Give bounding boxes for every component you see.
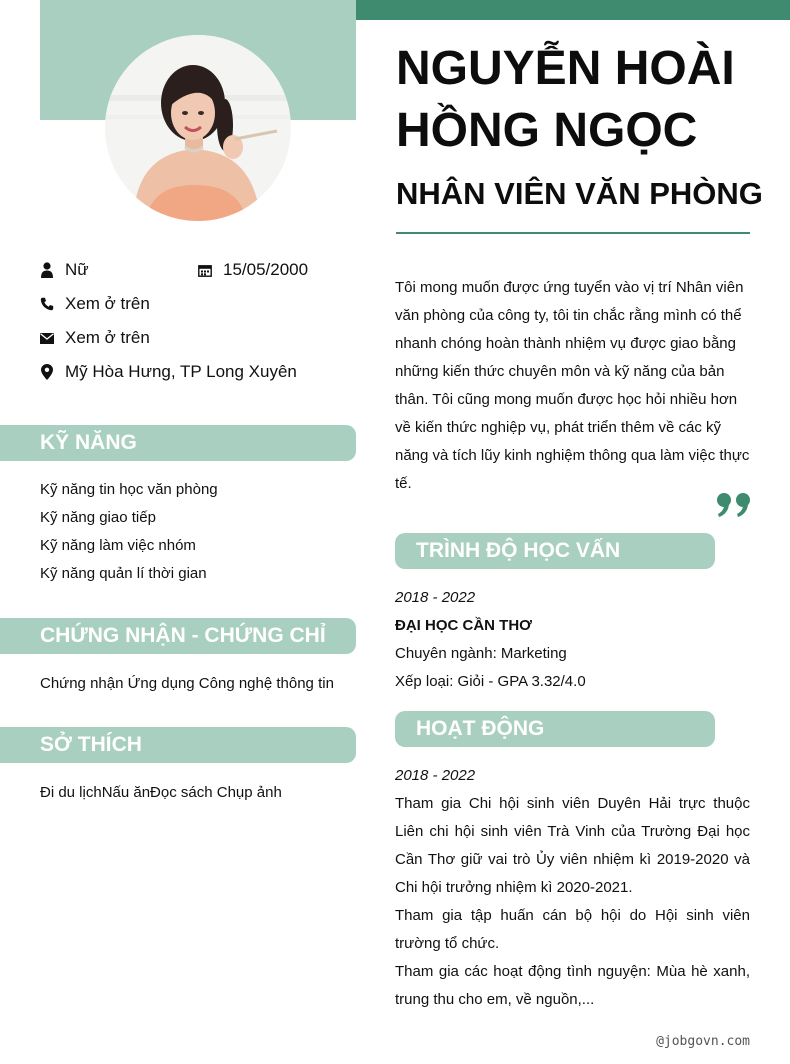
activities-period: 2018 - 2022 — [395, 767, 476, 784]
list-item: Kỹ năng giao tiếp — [40, 509, 156, 526]
map-pin-icon — [40, 364, 54, 380]
list-item: Kỹ năng tin học văn phòng — [40, 481, 218, 498]
hobbies-text: Đi du lịchNấu ănĐọc sách Chụp ảnh — [40, 784, 282, 801]
skills-heading: KỸ NĂNG — [0, 425, 356, 461]
birthday-row — [198, 260, 308, 280]
title-divider — [396, 232, 750, 234]
birthday-value: 15/05/2000 — [223, 260, 309, 279]
education-school: ĐẠI HỌC CẦN THƠ — [395, 617, 532, 634]
gender-value: Nữ — [65, 260, 89, 279]
activity-item: Tham gia các hoạt động tình nguyện: Mùa hè xanh, trung thu cho em, về nguồn,... — [395, 963, 750, 1008]
job-title: NHÂN VIÊN VĂN PHÒNG — [396, 176, 763, 211]
activities-entry — [395, 762, 750, 1014]
activities-heading: HOẠT ĐỘNG — [395, 711, 715, 747]
envelope-icon — [40, 330, 54, 346]
profile-photo — [105, 35, 291, 221]
phone-icon — [40, 296, 54, 312]
certificates-heading: CHỨNG NHẬN - CHỨNG CHỈ — [0, 618, 356, 654]
watermark: @jobgovn.com — [656, 1034, 750, 1049]
education-major: Chuyên ngành: Marketing — [395, 645, 567, 662]
activity-item: Tham gia Chi hội sinh viên Duyên Hải trực thuộc Liên chi hội sinh viên Trà Vinh của Trường Đại học Cần Thơ giữ vai trò Ủy viên nhiệm kì 2019-2020 và Chi hội trưởng nhiệm kì 2020-2021. — [395, 795, 750, 896]
quote-icon — [716, 492, 752, 523]
list-item: Kỹ năng làm việc nhóm — [40, 537, 196, 554]
calendar-icon — [198, 262, 212, 278]
education-grade: Xếp loại: Giỏi - GPA 3.32/4.0 — [395, 673, 586, 690]
candidate-name-line2: HỒNG NGỌC — [396, 104, 698, 157]
activity-item: Tham gia tập huấn cán bộ hội do Hội sinh viên trường tổ chức. — [395, 907, 750, 952]
hobbies-heading: SỞ THÍCH — [0, 727, 356, 763]
person-icon — [40, 262, 54, 278]
email-value: Xem ở trên — [65, 328, 150, 347]
gender-row — [40, 260, 89, 280]
candidate-name-line1: NGUYỄN HOÀI — [396, 42, 735, 95]
address-value: Mỹ Hòa Hưng, TP Long Xuyên — [65, 362, 297, 381]
certificate-item: Chứng nhận Ứng dụng Công nghệ thông tin — [40, 675, 334, 692]
education-heading: TRÌNH ĐỘ HỌC VẤN — [395, 533, 715, 569]
list-item: Kỹ năng quản lí thời gian — [40, 565, 207, 582]
education-period: 2018 - 2022 — [395, 589, 476, 606]
address-row — [40, 362, 297, 382]
phone-value: Xem ở trên — [65, 294, 150, 313]
career-objective: Tôi mong muốn được ứng tuyển vào vị trí Nhân viên văn phòng của công ty, tôi tin chắc rằng mình có thể nhanh chóng hoàn thành nhiệm vụ được giao bằng những kiến thức chuyên môn và kỹ năng của bản thân. Tôi cũng mong muốn được học hỏi nhiều hơn về kiến thức nghiệp vụ, phát triển thêm về các kỹ năng và tích lũy kinh nghiệm thông qua làm việc thực tế. — [395, 279, 750, 492]
education-entry — [395, 584, 750, 696]
candidate-name — [396, 38, 776, 162]
email-row — [40, 328, 150, 348]
skills-list — [40, 476, 218, 588]
top-accent-bar — [356, 0, 790, 20]
phone-row — [40, 294, 150, 314]
